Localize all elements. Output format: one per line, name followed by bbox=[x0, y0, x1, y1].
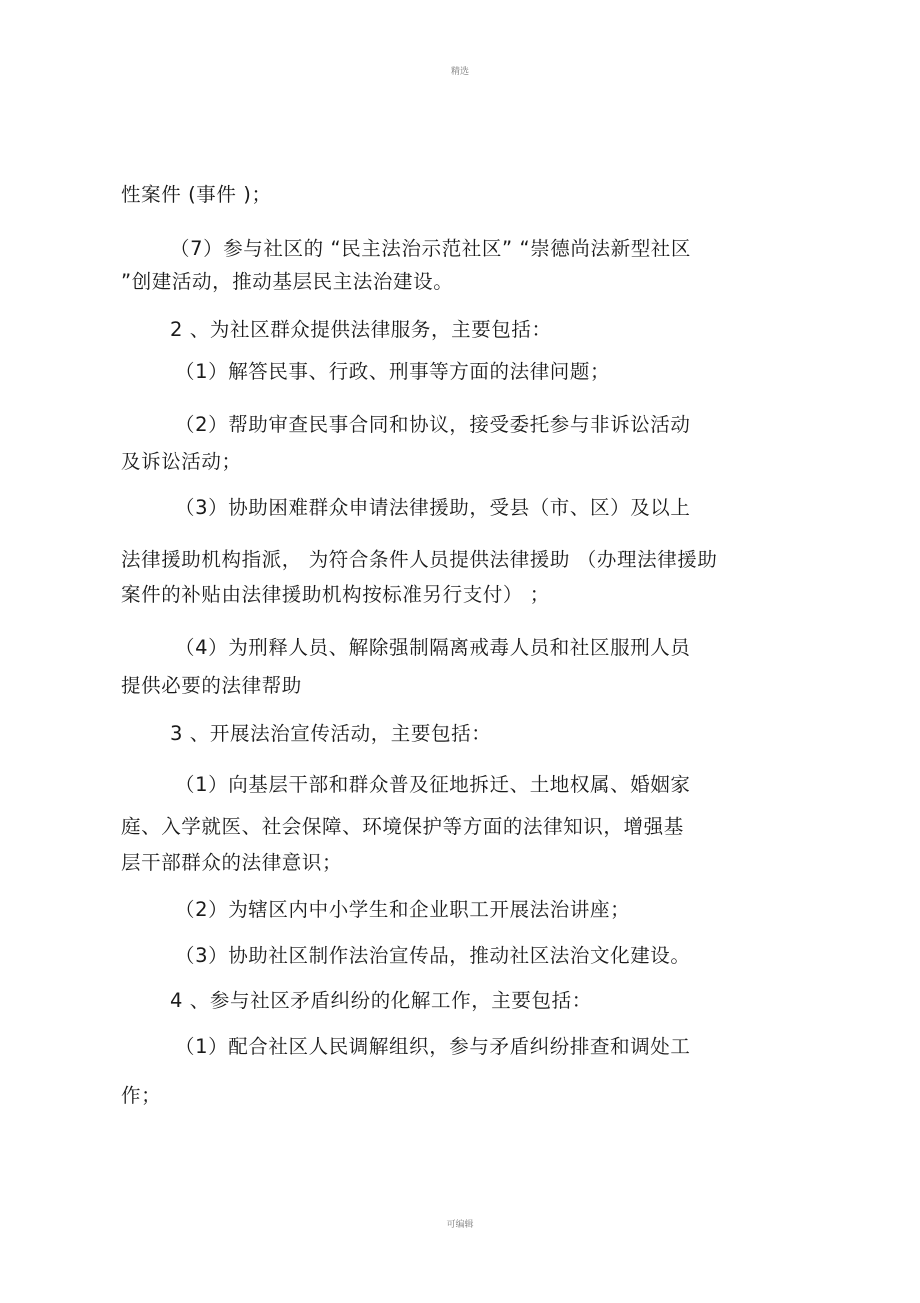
text-line: 3 、开展法治宣传活动，主要包括： bbox=[170, 722, 492, 745]
text-line: ”创建活动，推动基层民主法治建设。 bbox=[121, 270, 454, 293]
text-line: 性案件 (事件 )； bbox=[121, 183, 272, 206]
text-line: （2）为辖区内中小学生和企业职工开展法治讲座； bbox=[175, 898, 631, 921]
text-line: 提供必要的法律帮助 bbox=[121, 674, 302, 697]
text-line: 案件的补贴由法律援助机构按标准另行支付） ； bbox=[121, 583, 550, 606]
text-line: （1）解答民事、行政、刑事等方面的法律问题； bbox=[175, 360, 611, 383]
text-line: 层干部群众的法律意识； bbox=[121, 851, 343, 874]
text-line: 作； bbox=[121, 1084, 162, 1107]
text-line: 4 、参与社区矛盾纠纷的化解工作，主要包括： bbox=[170, 989, 592, 1012]
text-line: 及诉讼活动； bbox=[121, 450, 242, 473]
text-line: 法律援助机构指派， 为符合条件人员提供法律援助 （办理法律援助 bbox=[121, 548, 718, 571]
page-header: 精选 bbox=[450, 67, 469, 77]
text-line: 2 、为社区群众提供法律服务，主要包括： bbox=[170, 318, 552, 341]
page-footer: 可编辑 bbox=[446, 1220, 474, 1230]
text-line: （7）参与社区的 “民主法治示范社区” “崇德尚法新型社区 bbox=[170, 237, 692, 260]
text-line: （1）向基层干部和群众普及征地拆迁、土地权属、婚姻家 bbox=[175, 773, 691, 796]
text-line: （2）帮助审查民事合同和协议，接受委托参与非诉讼活动 bbox=[175, 413, 691, 436]
text-line: （4）为刑释人员、解除强制隔离戒毒人员和社区服刑人员 bbox=[175, 636, 691, 659]
text-line: （3）协助社区制作法治宣传品，推动社区法治文化建设。 bbox=[175, 944, 691, 967]
text-line: （1）配合社区人民调解组织，参与矛盾纠纷排查和调处工 bbox=[175, 1035, 691, 1058]
text-line: 庭、入学就医、社会保障、环境保护等方面的法律知识，增强基 bbox=[121, 815, 684, 838]
text-line: （3）协助困难群众申请法律援助，受县（市、区）及以上 bbox=[175, 496, 691, 519]
